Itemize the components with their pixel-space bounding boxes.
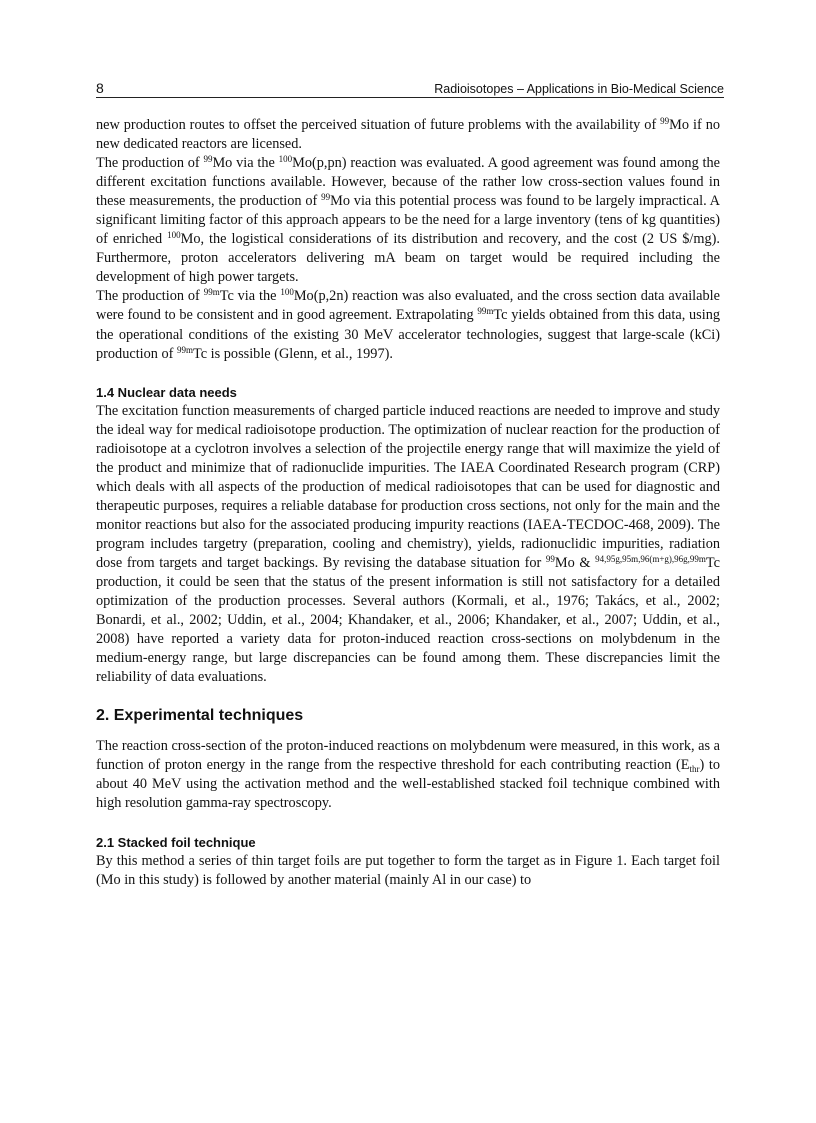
superscript: 100 [280,287,294,298]
page-body [96,116,720,890]
text-run: Mo & [554,554,596,571]
running-title: Radioisotopes – Applications in Bio-Medical Science [434,82,724,96]
superscript: 99m [203,287,220,298]
page-number: 8 [96,80,104,96]
superscript: 94,95g,95m,96(m+g),96g,99m [595,553,706,564]
text-run: The production of [96,288,204,305]
section-heading-1-4: 1.4 Nuclear data needs [96,384,237,400]
superscript: 99m [477,306,494,317]
paragraph [96,737,720,813]
text-run: Mo, the logistical considerations of its distribution and recovery, and the cost (2 US $/mg). Furthermore, proton accelerators delivering mA beam on target would be required including the development of high power targets. [96,231,721,286]
superscript: 100 [278,154,293,165]
section-heading-2-1: 2.1 Stacked foil technique [96,834,256,850]
text-run: The excitation function measurements of charged particle induced reactions are needed to improve and study the ideal way for medical radioisotope production. The optimization of nuclear reaction for the production of radioisotope at a cyclotron involves a selection of the projectile energy range that will maximize the yield of the product and minimize that of radionuclide impurities. The IAEA Coordinated Research program (CRP) which deals with all aspects of the production of medical radioisotopes that can be used for diagnostic and therapeutic purposes, requires a reliable database for production cross sections, not only for the main and the monitor reactions but also for the associated producing impurity reactions (IAEA-TECDOC-468, 2009). The program includes targetry (preparation, cooling and chemistry), yields, radionuclidic impurities, radiation dose from targets and target backings. By revising the database situation for [96,402,720,571]
text-run: By this method a series of thin target foils are put together to form the target as in Figure 1. Each target foil (Mo in this study) is followed by another material (mainly Al in our case) to [96,852,720,888]
text-run: Mo if no new dedicated reactors are licensed. [96,117,720,153]
paragraph [96,402,720,688]
superscript: 99 [545,553,555,564]
text-run: Tc via the [219,288,281,305]
text-run: Tc production, it could be seen that the status of the present information is still not satisfactory for a detailed optimization of the production processes. Several authors (Kormali, et al., 1976; Takács, et al., 2002; Bonardi, et al., 2002; Uddin, et al., 2004; Khandaker, et al., 2006; Khandaker, et al., 2007; Uddin, et al., 2008) have reported a variety data for proton-induced reaction cross-sections on molybdenum in the medium-energy range, but large discrepancies can be found among them. These discrepancies limit the reliability of data evaluations. [96,554,720,686]
section-heading-2: 2. Experimental techniques [96,707,304,725]
subscript: thr [689,764,700,775]
paragraph [96,116,720,154]
superscript: 99 [203,154,213,165]
text-run: Mo(p,2n) reaction was also evaluated, and the cross section data available were found to be consistent and in good agreement. Extrapolating [96,288,720,324]
text-run: new production routes to offset the perceived situation of future problems with the availability of [96,117,661,133]
superscript: 100 [167,230,181,241]
paragraph [96,154,720,287]
running-header [96,80,724,98]
text-run: The production of [96,155,204,172]
superscript: 99m [177,344,194,355]
text-run: The reaction cross-section of the proton-induced reactions on molybdenum were measured, in this work, as a function of proton energy in the range from the respective threshold for each contributing reaction (E [96,738,720,774]
superscript: 99 [321,192,331,203]
text-run: Mo via the [212,155,279,172]
superscript: 99 [660,116,670,126]
paragraph [96,852,720,890]
text-run: Tc is possible (Glenn, et al., 1997). [193,345,393,362]
text-run: Mo(p,pn) reaction was evaluated. A good agreement was found among the different excitation functions available. However, because of the rather low cross-section values found in these measurements, the production of [96,155,720,210]
text-run: Tc yields obtained from this data, using the operational conditions of the existing 30 MeV accelerator technologies, suggest that large-scale (kCi) production of [96,307,720,362]
text-run: Mo via this potential process was found to be largely impractical. A significant limiting factor of this approach appears to be the need for a large inventory (tens of kg quantities) of enriched [96,193,720,248]
text-run: ) to about 40 MeV using the activation method and the well-established stacked foil technique combined with high resolution gamma-ray spectroscopy. [96,757,720,812]
paragraph [96,287,720,363]
